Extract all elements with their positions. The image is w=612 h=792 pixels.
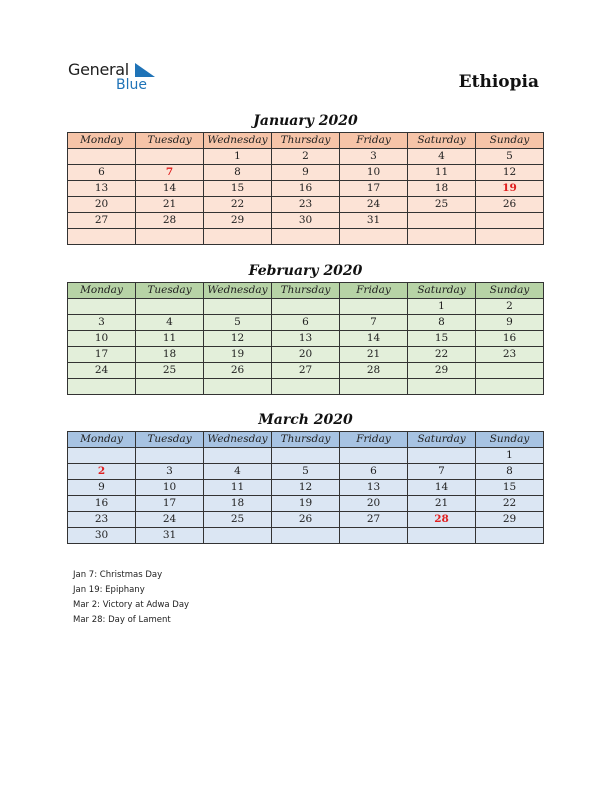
day-cell: 5 xyxy=(272,464,340,480)
month-title: February 2020 xyxy=(248,263,363,279)
day-cell: 8 xyxy=(476,464,544,480)
day-cell xyxy=(272,299,340,315)
day-cell: 10 xyxy=(340,165,408,181)
day-cell: 22 xyxy=(476,496,544,512)
day-cell: 31 xyxy=(136,528,204,544)
day-cell: 11 xyxy=(136,331,204,347)
day-cell: 4 xyxy=(408,149,476,165)
day-cell xyxy=(408,528,476,544)
day-cell: 24 xyxy=(136,512,204,528)
weekday-header: Thursday xyxy=(272,133,340,149)
day-cell: 12 xyxy=(204,331,272,347)
month-january xyxy=(67,112,544,245)
day-cell xyxy=(136,379,204,395)
week-row xyxy=(68,347,544,363)
logo-word-blue: Blue xyxy=(116,77,147,93)
day-cell: 20 xyxy=(272,347,340,363)
day-cell: 3 xyxy=(340,149,408,165)
day-cell xyxy=(68,299,136,315)
day-cell xyxy=(272,528,340,544)
week-row xyxy=(68,448,544,464)
day-cell: 25 xyxy=(204,512,272,528)
day-cell: 24 xyxy=(340,197,408,213)
weekday-header: Tuesday xyxy=(136,432,204,448)
calendar-grid xyxy=(67,431,544,544)
day-cell: 6 xyxy=(272,315,340,331)
week-row xyxy=(68,181,544,197)
day-cell: 19 xyxy=(272,496,340,512)
day-cell: 2 xyxy=(476,299,544,315)
weekday-header: Monday xyxy=(68,133,136,149)
day-cell: 17 xyxy=(136,496,204,512)
holiday-notes xyxy=(73,568,189,628)
day-cell: 14 xyxy=(408,480,476,496)
weekday-header: Saturday xyxy=(408,432,476,448)
day-cell: 15 xyxy=(476,480,544,496)
day-cell: 16 xyxy=(68,496,136,512)
week-row xyxy=(68,480,544,496)
day-cell: 7 xyxy=(408,464,476,480)
day-cell xyxy=(476,363,544,379)
week-row xyxy=(68,299,544,315)
calendar-grid xyxy=(67,132,544,245)
weekday-header-row xyxy=(68,283,544,299)
day-cell: 7 xyxy=(136,165,204,181)
weekday-header: Sunday xyxy=(476,283,544,299)
week-row xyxy=(68,331,544,347)
weekday-header: Friday xyxy=(340,283,408,299)
day-cell xyxy=(204,448,272,464)
day-cell: 29 xyxy=(408,363,476,379)
day-cell xyxy=(408,213,476,229)
day-cell: 3 xyxy=(136,464,204,480)
logo-word-general: General xyxy=(68,60,129,79)
day-cell: 29 xyxy=(204,213,272,229)
weekday-header-row xyxy=(68,133,544,149)
day-cell xyxy=(340,448,408,464)
country-title: Ethiopia xyxy=(458,72,539,92)
day-cell: 28 xyxy=(408,512,476,528)
holiday-note: Mar 28: Day of Lament xyxy=(73,615,171,625)
day-cell xyxy=(340,528,408,544)
day-cell xyxy=(136,229,204,245)
day-cell: 10 xyxy=(68,331,136,347)
day-cell: 16 xyxy=(272,181,340,197)
day-cell: 5 xyxy=(476,149,544,165)
day-cell: 9 xyxy=(272,165,340,181)
day-cell: 23 xyxy=(272,197,340,213)
day-cell xyxy=(476,379,544,395)
day-cell: 18 xyxy=(136,347,204,363)
day-cell: 27 xyxy=(272,363,340,379)
day-cell xyxy=(68,229,136,245)
day-cell: 27 xyxy=(340,512,408,528)
day-cell: 16 xyxy=(476,331,544,347)
day-cell: 17 xyxy=(68,347,136,363)
weekday-header: Saturday xyxy=(408,133,476,149)
day-cell: 25 xyxy=(408,197,476,213)
day-cell: 20 xyxy=(68,197,136,213)
day-cell xyxy=(204,299,272,315)
day-cell xyxy=(340,379,408,395)
day-cell: 12 xyxy=(272,480,340,496)
day-cell xyxy=(272,379,340,395)
month-title: March 2020 xyxy=(258,412,353,428)
holiday-note: Mar 2: Victory at Adwa Day xyxy=(73,600,190,610)
weekday-header-row xyxy=(68,432,544,448)
day-cell: 15 xyxy=(204,181,272,197)
weekday-header: Sunday xyxy=(476,133,544,149)
weekday-header: Thursday xyxy=(272,283,340,299)
day-cell xyxy=(408,379,476,395)
day-cell: 18 xyxy=(408,181,476,197)
day-cell: 8 xyxy=(408,315,476,331)
day-cell: 13 xyxy=(340,480,408,496)
day-cell: 9 xyxy=(68,480,136,496)
weekday-header: Saturday xyxy=(408,283,476,299)
brand-logo xyxy=(68,60,168,98)
day-cell xyxy=(204,229,272,245)
day-cell: 19 xyxy=(476,181,544,197)
weekday-header: Tuesday xyxy=(136,283,204,299)
weekday-header: Monday xyxy=(68,283,136,299)
day-cell xyxy=(408,229,476,245)
day-cell: 10 xyxy=(136,480,204,496)
day-cell: 20 xyxy=(340,496,408,512)
day-cell: 30 xyxy=(272,213,340,229)
weekday-header: Wednesday xyxy=(204,283,272,299)
week-row xyxy=(68,315,544,331)
day-cell: 26 xyxy=(272,512,340,528)
day-cell: 11 xyxy=(408,165,476,181)
weekday-header: Tuesday xyxy=(136,133,204,149)
day-cell: 26 xyxy=(204,363,272,379)
day-cell xyxy=(136,299,204,315)
week-row xyxy=(68,149,544,165)
week-row xyxy=(68,229,544,245)
day-cell: 9 xyxy=(476,315,544,331)
day-cell: 8 xyxy=(204,165,272,181)
day-cell: 1 xyxy=(408,299,476,315)
day-cell: 7 xyxy=(340,315,408,331)
day-cell: 22 xyxy=(408,347,476,363)
week-row xyxy=(68,363,544,379)
day-cell xyxy=(204,379,272,395)
day-cell xyxy=(272,229,340,245)
weekday-header: Friday xyxy=(340,133,408,149)
day-cell: 22 xyxy=(204,197,272,213)
day-cell: 23 xyxy=(476,347,544,363)
calendar-grid xyxy=(67,282,544,395)
day-cell xyxy=(476,528,544,544)
logo-triangle-icon xyxy=(135,63,155,77)
day-cell: 6 xyxy=(68,165,136,181)
day-cell: 4 xyxy=(204,464,272,480)
day-cell: 27 xyxy=(68,213,136,229)
day-cell xyxy=(136,149,204,165)
month-february xyxy=(67,262,544,395)
day-cell: 1 xyxy=(204,149,272,165)
day-cell: 4 xyxy=(136,315,204,331)
day-cell: 25 xyxy=(136,363,204,379)
day-cell xyxy=(272,448,340,464)
day-cell: 29 xyxy=(476,512,544,528)
day-cell xyxy=(476,229,544,245)
day-cell: 1 xyxy=(476,448,544,464)
month-title: January 2020 xyxy=(253,113,358,129)
day-cell xyxy=(340,299,408,315)
day-cell: 18 xyxy=(204,496,272,512)
day-cell: 21 xyxy=(136,197,204,213)
day-cell: 31 xyxy=(340,213,408,229)
holiday-note: Jan 19: Epiphany xyxy=(73,585,145,595)
week-row xyxy=(68,165,544,181)
week-row xyxy=(68,464,544,480)
day-cell: 6 xyxy=(340,464,408,480)
day-cell: 23 xyxy=(68,512,136,528)
holiday-note: Jan 7: Christmas Day xyxy=(73,570,163,580)
day-cell: 30 xyxy=(68,528,136,544)
week-row xyxy=(68,197,544,213)
day-cell: 3 xyxy=(68,315,136,331)
day-cell: 21 xyxy=(408,496,476,512)
weekday-header: Sunday xyxy=(476,432,544,448)
day-cell: 15 xyxy=(408,331,476,347)
day-cell xyxy=(68,149,136,165)
day-cell: 13 xyxy=(68,181,136,197)
day-cell: 13 xyxy=(272,331,340,347)
day-cell: 28 xyxy=(136,213,204,229)
weekday-header: Friday xyxy=(340,432,408,448)
weekday-header: Monday xyxy=(68,432,136,448)
day-cell xyxy=(68,379,136,395)
day-cell: 28 xyxy=(340,363,408,379)
day-cell xyxy=(204,528,272,544)
week-row xyxy=(68,213,544,229)
day-cell xyxy=(68,448,136,464)
day-cell: 5 xyxy=(204,315,272,331)
day-cell: 14 xyxy=(136,181,204,197)
day-cell: 2 xyxy=(272,149,340,165)
week-row xyxy=(68,528,544,544)
day-cell: 14 xyxy=(340,331,408,347)
day-cell: 17 xyxy=(340,181,408,197)
day-cell: 26 xyxy=(476,197,544,213)
weekday-header: Wednesday xyxy=(204,133,272,149)
day-cell: 24 xyxy=(68,363,136,379)
day-cell xyxy=(408,448,476,464)
weekday-header: Thursday xyxy=(272,432,340,448)
weekday-header: Wednesday xyxy=(204,432,272,448)
day-cell: 2 xyxy=(68,464,136,480)
week-row xyxy=(68,379,544,395)
week-row xyxy=(68,496,544,512)
day-cell: 21 xyxy=(340,347,408,363)
day-cell xyxy=(136,448,204,464)
week-row xyxy=(68,512,544,528)
month-march xyxy=(67,411,544,544)
day-cell: 11 xyxy=(204,480,272,496)
day-cell: 12 xyxy=(476,165,544,181)
day-cell: 19 xyxy=(204,347,272,363)
day-cell xyxy=(476,213,544,229)
day-cell xyxy=(340,229,408,245)
